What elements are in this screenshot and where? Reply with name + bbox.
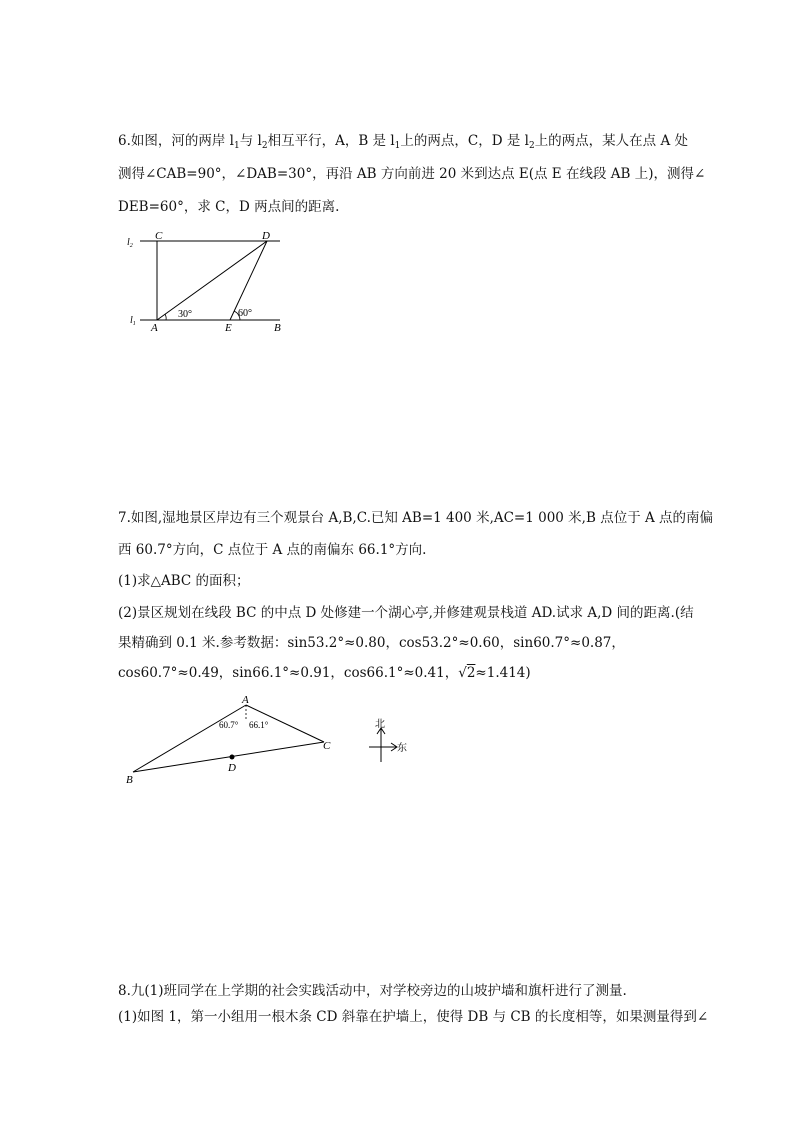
angle-e-label: 60° bbox=[238, 308, 252, 319]
q7-line-2: 西 60.7°方向，C 点位于 A 点的南偏东 66.1°方向. bbox=[118, 542, 427, 558]
q6-line-1: 6.如图，河的两岸 $l_1$与 $l_2$相互平行，A，B 是 $l_1$上的两点，C，D 是 $l_2$上的两点，某人在点 A 处 bbox=[118, 133, 689, 151]
point-a-label: A bbox=[151, 322, 158, 334]
q7-figure bbox=[120, 692, 420, 787]
q7-line-6: cos60.7°≈0.49，sin66.1°≈0.91，cos66.1°≈0.41，√2≈1.414) bbox=[118, 665, 531, 681]
q7-line-1: 7.如图,湿地景区岸边有三个观景台 A,B,C.已知 AB=1 400 米,AC=1 000 米,B 点位于 A 点的南偏 bbox=[118, 510, 714, 526]
point-d-label: D bbox=[228, 762, 236, 774]
angle-arc-a bbox=[165, 314, 166, 320]
angle-left-label: 60.7° bbox=[219, 720, 239, 730]
compass-east-label: 东 bbox=[397, 743, 407, 754]
q7-line-5: 果精确到 0.1 米.参考数据：sin53.2°≈0.80，cos53.2°≈0.60，sin60.7°≈0.87， bbox=[118, 635, 625, 651]
point-e-label: E bbox=[225, 322, 232, 334]
l1-label: $l_1$ bbox=[130, 315, 136, 327]
point-d-dot bbox=[230, 755, 235, 760]
point-a-label: A bbox=[242, 694, 249, 706]
point-b-label: B bbox=[126, 774, 133, 786]
l2-label: $l_2$ bbox=[127, 237, 133, 249]
angle-right-label: 66.1° bbox=[249, 720, 269, 730]
q6-line-3: DEB=60°，求 C，D 两点间的距离. bbox=[118, 199, 340, 215]
q8-line-2: (1)如图 1，第一小组用一根木条 CD 斜靠在护墙上，使得 DB 与 CB 的长度相等，如果测量得到∠ bbox=[118, 1009, 709, 1025]
q8-line-1: 8.九(1)班同学在上学期的社会实践活动中，对学校旁边的山坡护墙和旗杆进行了测量. bbox=[118, 983, 627, 999]
q7-line-4: (2)景区规划在线段 BC 的中点 D 处修建一个湖心亭,并修建观景栈道 AD.试求 A,D 间的距离.(结 bbox=[118, 605, 694, 621]
point-c-label: C bbox=[155, 230, 163, 242]
point-c-label: C bbox=[323, 740, 331, 752]
point-b-label: B bbox=[274, 322, 281, 334]
q7-line-3: (1)求△ABC 的面积； bbox=[118, 573, 250, 589]
point-d-label: D bbox=[262, 230, 270, 242]
angle-a-label: 30° bbox=[178, 309, 192, 320]
q6-figure bbox=[120, 228, 290, 338]
compass-north-label: 北 bbox=[375, 719, 385, 730]
q6-line-2: 测得∠CAB=90°，∠DAB=30°，再沿 AB 方向前进 20 米到达点 E(点 E 在线段 AB 上)，测得∠ bbox=[118, 166, 706, 182]
